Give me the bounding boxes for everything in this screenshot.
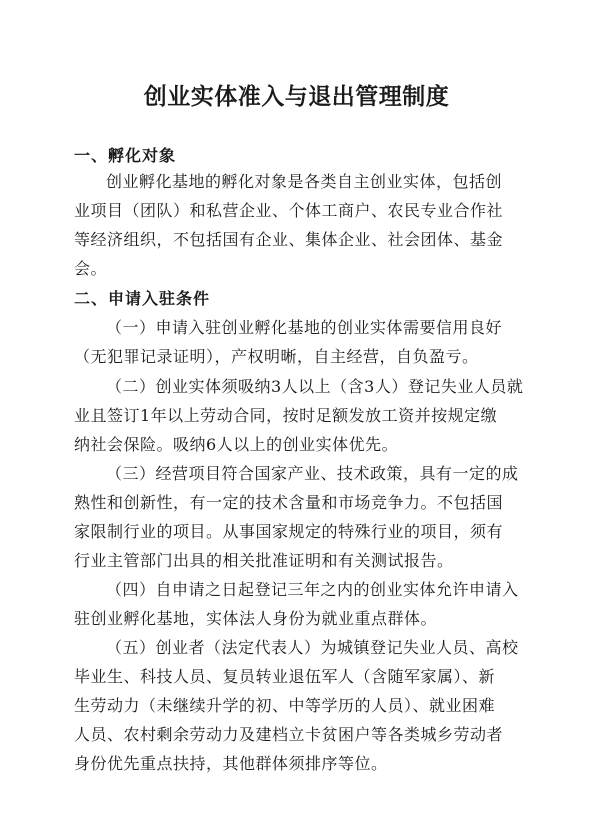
paragraph-line: （三）经营项目符合国家产业、技术政策，具有一定的成 <box>106 464 519 483</box>
paragraph-line: （无犯罪记录证明），产权明晰，自主经营，自负盈亏。 <box>74 347 479 366</box>
paragraph-line: 驻创业孵化基地，实体法人身份为就业重点群体。 <box>74 609 438 628</box>
paragraph-line: 家限制行业的项目。从事国家规定的特殊行业的项目，须有 <box>74 522 504 541</box>
paragraph-line: 会。 <box>74 259 108 278</box>
paragraph-line: 人员、农村剩余劳动力及建档立卡贫困户等各类城乡劳动者 <box>74 725 504 744</box>
paragraph-condition-5 <box>74 633 534 778</box>
paragraph-condition-4 <box>74 575 534 633</box>
document-title: 创业实体准入与退出管理制度 <box>143 83 450 110</box>
paragraph-condition-3 <box>74 459 534 575</box>
section-heading-1: 一、孵化对象 <box>74 146 177 165</box>
paragraph-line: 业项目（团队）和私营企业、个体工商户、农民专业合作社 <box>74 201 504 220</box>
paragraph-incubation-targets <box>74 167 534 283</box>
paragraph-line: 毕业生、科技人员、复员转业退伍军人（含随军家属）、新 <box>74 667 496 686</box>
paragraph-line: 业且签订1年以上劳动合同，按时足额发放工资并按规定缴 <box>74 406 498 425</box>
paragraph-line: 身份优先重点扶持，其他群体须排序等位。 <box>74 754 388 773</box>
paragraph-line: （四）自申请之日起登记三年之内的创业实体允许申请入 <box>106 580 519 599</box>
paragraph-condition-2 <box>74 372 534 459</box>
paragraph-line: （五）创业者（法定代表人）为城镇登记失业人员、高校 <box>106 638 519 657</box>
paragraph-line: 等经济组织，不包括国有企业、集体企业、社会团体、基金 <box>74 230 504 249</box>
paragraph-line: 生劳动力（未继续升学的初、中等学历的人员）、就业困难 <box>74 696 496 715</box>
paragraph-line: 创业孵化基地的孵化对象是各类自主创业实体，包括创 <box>106 172 503 191</box>
paragraph-condition-1 <box>74 313 534 371</box>
paragraph-line: （一）申请入驻创业孵化基地的创业实体需要信用良好 <box>106 318 503 337</box>
paragraph-line: 纳社会保险。吸纳6人以上的创业实体优先。 <box>74 435 399 454</box>
paragraph-line: 行业主管部门出具的相关批准证明和有关测试报告。 <box>74 551 454 570</box>
paragraph-line: 熟性和创新性，有一定的技术含量和市场竞争力。不包括国 <box>74 493 504 512</box>
section-heading-2: 二、申请入驻条件 <box>74 289 211 308</box>
paragraph-line: （二）创业实体须吸纳3人以上（含3人）登记失业人员就 <box>106 377 524 396</box>
